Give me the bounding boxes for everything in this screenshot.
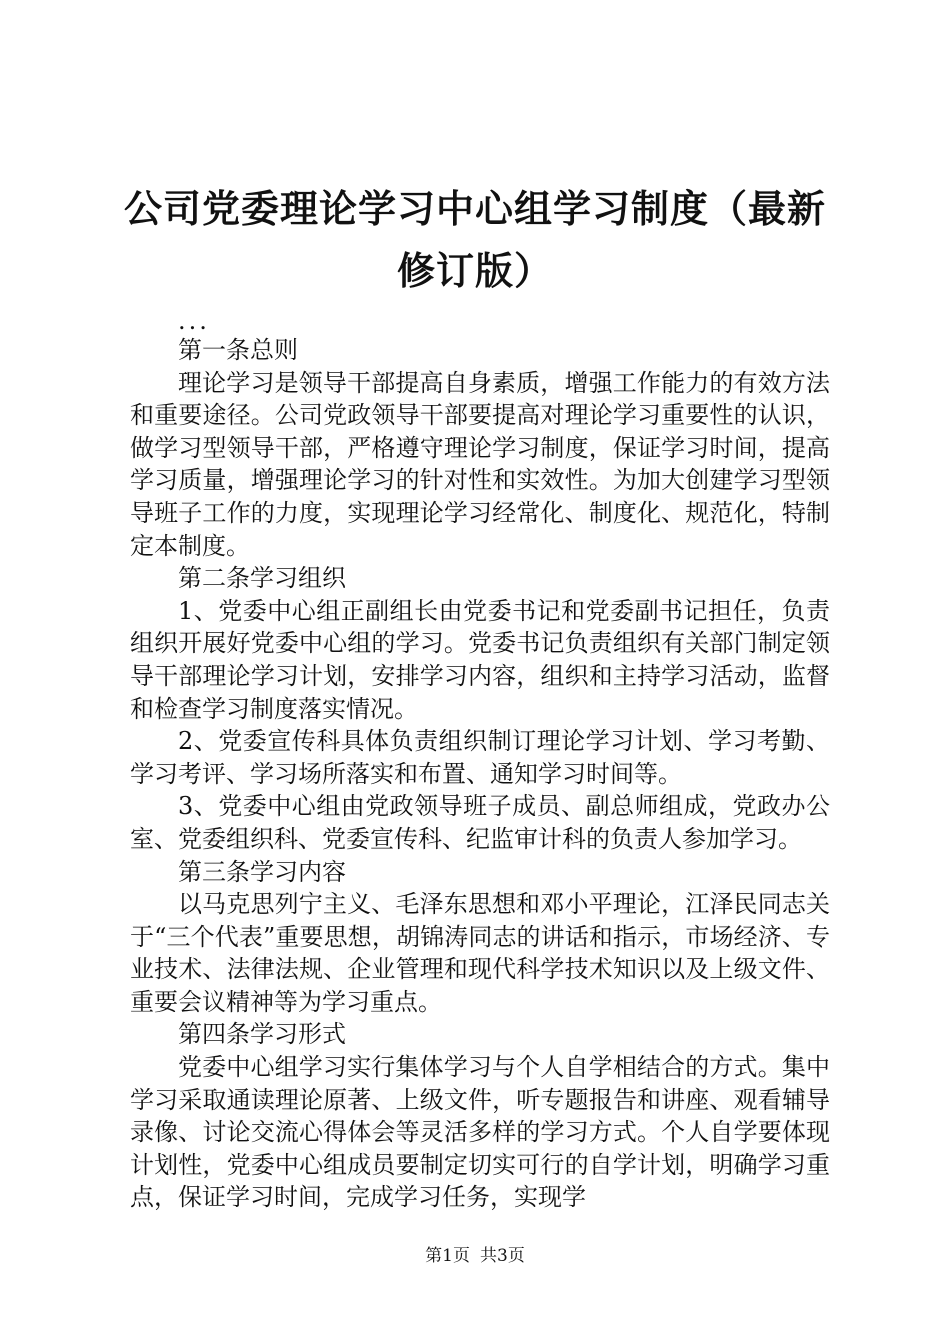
section-heading-general: 第一条总则 (178, 336, 298, 364)
document-title: 公司党委理论学习中心组学习制度（最新修订版） (123, 186, 826, 293)
paragraph-content: 以马克思列宁主义、毛泽东思想和邓小平理论，江泽民同志关于“三个代表”重要思想，胡锦涛同志的讲话和指示，市场经济、专业技术、法律法规、企业管理和现代科学技术知识以及上级文件、重要会议精神等为学习重点。 (130, 890, 830, 1016)
section-heading-content: 第三条学习内容 (178, 857, 346, 886)
paragraph-organization-1: 1、党委中心组正副组长由党委书记和党委副书记担任，负责组织开展好党委中心组的学习。党委书记负责组织有关部门制定领导干部理论学习计划，安排学习内容，组织和主持学习活动，监督和检查学习制度落实情况。 (130, 596, 830, 723)
paragraph-organization-3: 3、党委中心组由党政领导班子成员、副总师组成，党政办公室、党委组织科、党委宣传科、纪监审计科的负责人参加学习。 (130, 792, 830, 853)
page-footer (0, 1241, 950, 1266)
paragraph-organization-2: 2、党委宣传科具体负责组织制订理论学习计划、学习考勤、学习考评、学习场所落实和布置、通知学习时间等。 (130, 727, 830, 788)
page-number-current: 第1页 (425, 1246, 470, 1266)
section-heading-organization: 第二条学习组织 (178, 564, 346, 593)
paragraph-form: 党委中心组学习实行集体学习与个人自学相结合的方式。集中学习采取通读理论原著、上级文件，听专题报告和讲座、观看辅导录像、讨论交流心得体会等灵活多样的学习方式。个人自学要体现计划性，党委中心组成员要制定切实可行的自学计划，明确学习重点，保证学习时间，完成学习任务，实现学 (130, 1053, 830, 1212)
ellipsis-marker: ... (178, 307, 210, 335)
document-body (130, 307, 830, 1214)
section-heading-form: 第四条学习形式 (178, 1020, 346, 1049)
paragraph-general: 理论学习是领导干部提高自身素质，增强工作能力的有效方法和重要途径。公司党政领导干部要提高对理论学习重要性的认识，做学习型领导干部，严格遵守理论学习制度，保证学习时间，提高学习质量，增强理论学习的针对性和实效性。为加大创建学习型领导班子工作的力度，实现理论学习经常化、制度化、规范化，特制定本制度。 (130, 368, 830, 560)
page-number-total: 共3页 (480, 1246, 525, 1266)
